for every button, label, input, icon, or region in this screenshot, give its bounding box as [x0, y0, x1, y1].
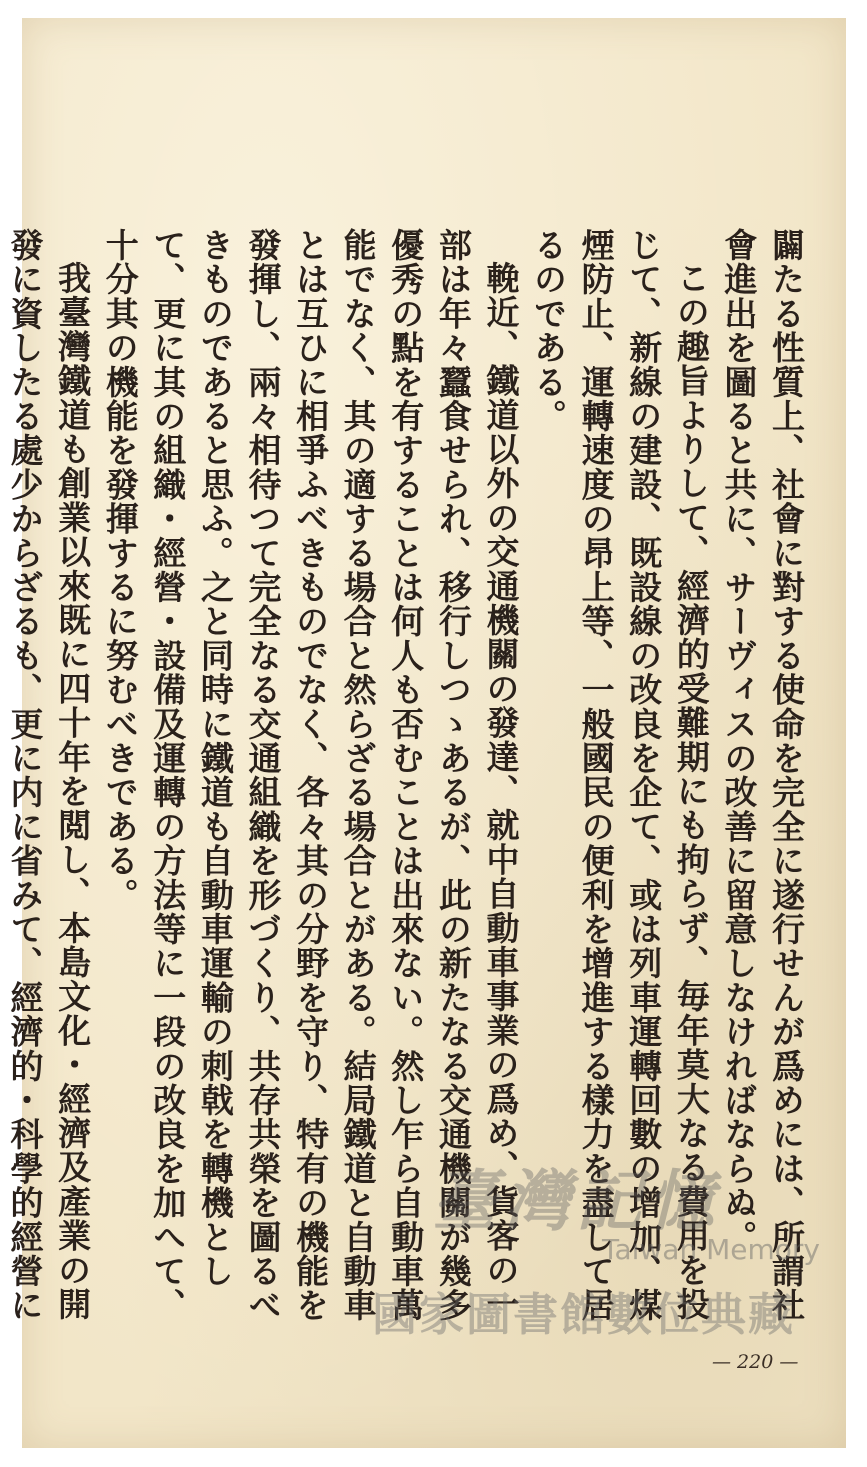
- book-page: [5, 18, 846, 1448]
- text-line: ヴィスの改善に留意しなければならぬ。: [719, 638, 759, 1255]
- vertical-text-body: [5, 228, 810, 1343]
- paragraph: 輓近、鐵道以外の交通機關の發達、就中自動車事業の爲め、貨客の一部は年々蠶食せられ、移行しつゝあるが、此の新たなる交通機關が幾多優秀の點を有することは何人も否むことは出來ない。然し乍ら自動車萬能でなく、其の適する場合と然らざる場合とがある。結局鐵道と自動車とは互ひに相爭ふべきものでなく、各々其の分野を守り、特有の機能を發揮し、兩々相待つて完全なる交通組織を形づくり、共存共榮を圖るべきものであると思ふ。之と同時に鐵道も自動車運輸の刺戟を轉機として、更に其の組織・經營・設備及運轉の方法等に一段の改良を加へて、十分其の機能を發揮するに努むべきである。: [100, 228, 521, 1323]
- text-line: 闢たる性質上、社會に對する使命を完全に遂行せんが爲めには、所謂社會進出を圖ると共に、サー: [719, 228, 806, 1323]
- paragraph: この趣旨よりして、經濟的受難期にも拘らず、毎年莫大なる費用を投じて、新線の建設、既設線の改良を企て、或は列車運轉回數の增加、煤煙防止、運轉速度の昂上等、一般國民の便利を增進する樣力を盡して居るのである。: [529, 228, 711, 1323]
- watermark-organization: 國家圖書館數位典藏: [372, 1288, 796, 1341]
- paragraph: 我臺灣鐵道も創業以來既に四十年を閲し、本島文化・經濟及產業の開發に資したる處少からざるも、更に内に省みて、經濟的・科學的經營に: [5, 228, 93, 1323]
- watermark-logo-script: 臺灣記憶: [432, 1162, 720, 1240]
- watermark-logo-latin: Taiwan Memory: [602, 1233, 820, 1266]
- paragraph-continued: [715, 228, 810, 1343]
- page-number: — 220 —: [712, 1351, 799, 1373]
